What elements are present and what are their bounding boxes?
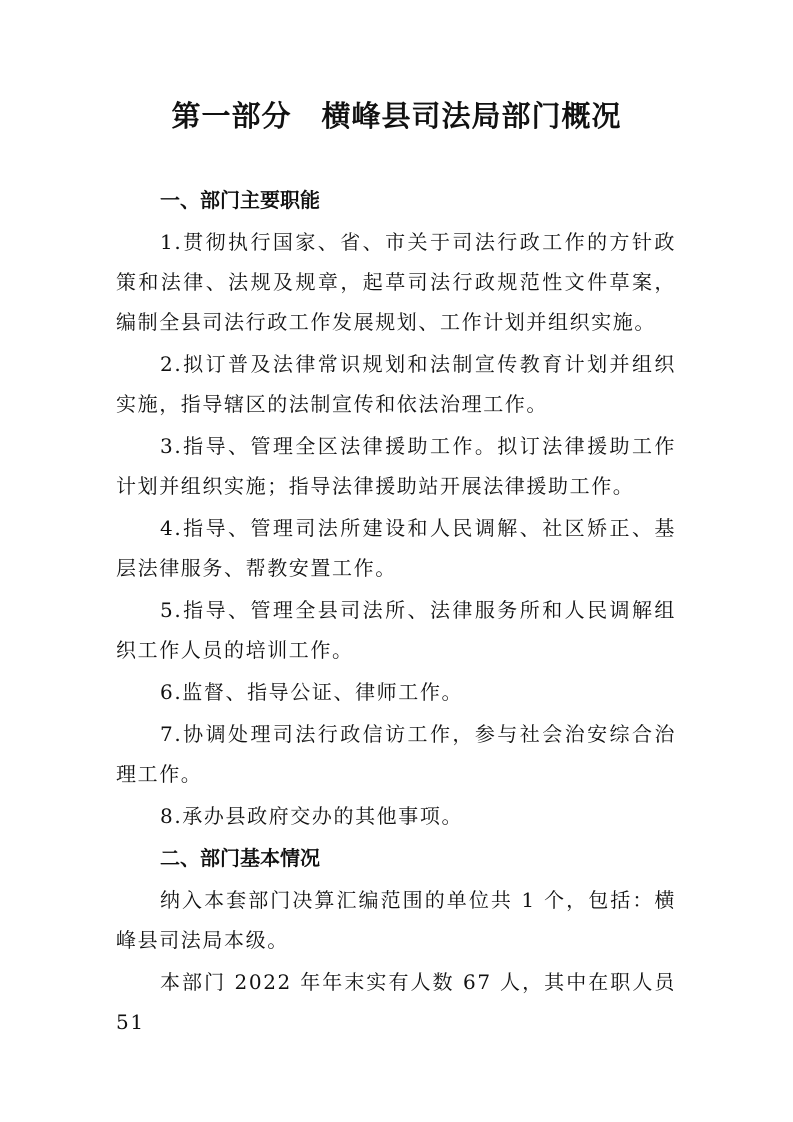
- section-heading-basic-info: 二、部门基本情况: [160, 846, 320, 870]
- function-item: 6.监督、指导公证、律师工作。: [160, 680, 464, 704]
- function-item: 1.贯彻执行国家、省、市关于司法行政工作的方针政策和法律、法规及规章，起草司法行政规范性文件草案，编制全县司法行政工作发展规划、工作计划并组织实施。: [116, 230, 676, 334]
- basic-info-paragraph: 纳入本套部门决算汇编范围的单位共 1 个，包括：横峰县司法局本级。: [116, 888, 676, 952]
- function-item: 2.拟订普及法律常识规划和法制宣传教育计划并组织实施，指导辖区的法制宣传和依法治理工作。: [116, 352, 676, 416]
- section-heading-functions: 一、部门主要职能: [160, 188, 320, 212]
- function-item: 7.协调处理司法行政信访工作，参与社会治安综合治理工作。: [116, 722, 676, 786]
- function-item: 5.指导、管理全县司法所、法律服务所和人民调解组织工作人员的培训工作。: [116, 598, 676, 662]
- basic-info-paragraph: 本部门 2022 年年末实有人数 67 人，其中在职人员 51: [116, 970, 676, 1034]
- function-item: 3.指导、管理全区法律援助工作。拟订法律援助工作计划并组织实施；指导法律援助站开展法律援助工作。: [116, 434, 676, 498]
- function-item: 8.承办县政府交办的其他事项。: [160, 804, 464, 828]
- page-title: 第一部分 横峰县司法局部门概况: [171, 99, 622, 133]
- function-item: 4.指导、管理司法所建设和人民调解、社区矫正、基层法律服务、帮教安置工作。: [116, 516, 676, 580]
- document-body: [116, 180, 676, 1044]
